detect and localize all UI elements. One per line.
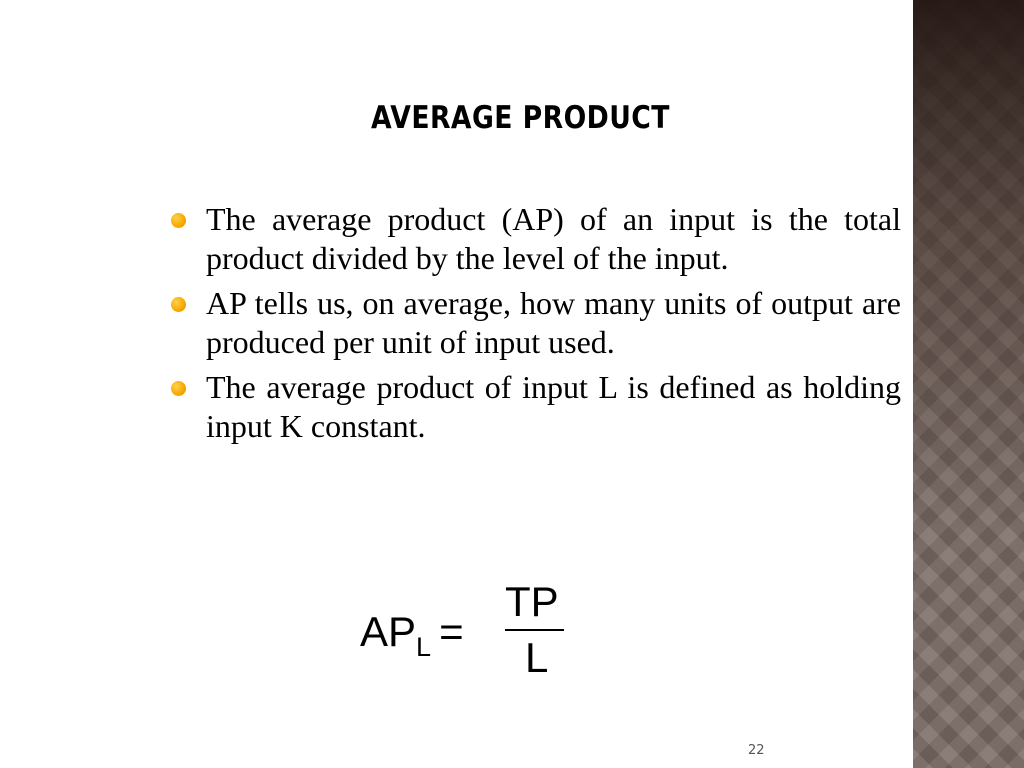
bullet-dot-icon	[171, 297, 186, 312]
bullet-dot-icon	[171, 381, 186, 396]
fraction-numerator: TP	[505, 578, 559, 625]
bullet-text: The average product of input L is defined as holding input K constant.	[206, 369, 901, 444]
bullet-list	[168, 200, 901, 452]
bullet-item	[168, 200, 901, 278]
decorative-side-band	[913, 0, 1024, 768]
bullet-text: The average product (AP) of an input is the total product divided by the level of the input.	[206, 201, 901, 276]
page-number: 22	[748, 743, 765, 758]
formula-lhs	[360, 608, 464, 662]
bullet-text: AP tells us, on average, how many units of output are produced per unit of input used.	[206, 285, 901, 360]
fraction-denominator: L	[525, 634, 549, 681]
formula-ap: AP	[360, 608, 417, 655]
average-product-formula	[360, 578, 580, 688]
bullet-item	[168, 368, 901, 446]
slide-title: AVERAGE PRODUCT	[371, 100, 670, 136]
bullet-dot-icon	[171, 213, 186, 228]
fraction-bar	[505, 629, 564, 631]
formula-equals: =	[439, 608, 464, 655]
formula-subscript: L	[416, 632, 432, 662]
bullet-item	[168, 284, 901, 362]
